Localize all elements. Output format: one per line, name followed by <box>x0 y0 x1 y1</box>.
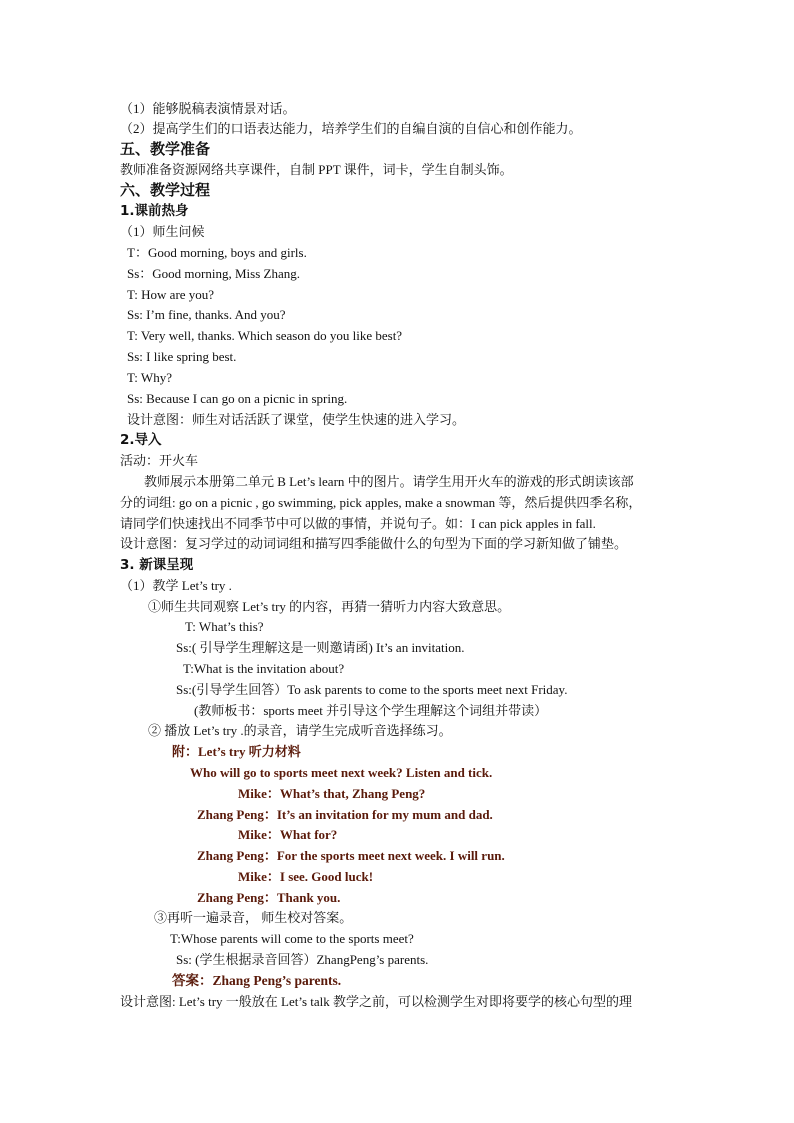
dialogue-line: Ss: I’m fine, thanks. And you? <box>127 307 286 322</box>
warmup-heading: 1.课前热身 <box>120 203 189 219</box>
lead-in-heading: 2.导入 <box>120 432 162 448</box>
dialogue-line: Ss: Because I can go on a picnic in spring. <box>127 391 348 406</box>
step-2: ② 播放 Let’s try .的录音，请学生完成听音选择练习。 <box>148 723 452 738</box>
dialogue-line: T: How are you? <box>127 287 215 302</box>
dialogue-line: T：Good morning, boys and girls. <box>127 245 307 260</box>
lead-in-intent: 设计意图：复习学过的动词词组和描写四季能做什么的句型为下面的学习新知做了铺垫。 <box>120 536 628 551</box>
answer-3: Ss: (学生根据录音回答）ZhangPeng’s parents. <box>176 952 429 967</box>
warmup-intent: 设计意图：师生对话活跃了课堂，使学生快速的进入学习。 <box>127 412 466 427</box>
question-1: T: What’s this? <box>185 619 264 634</box>
goal-item-2: （2）提高学生们的口语表达能力，培养学生们的自编自演的自信心和创作能力。 <box>120 121 582 136</box>
listening-line: Mike：What’s that, Zhang Peng? <box>238 786 426 801</box>
board-note: (教师板书：sports meet 并引导这个学生理解这个词组并带读） <box>194 703 548 718</box>
listening-line: Zhang Peng：Thank you. <box>197 890 341 905</box>
section5-body: 教师准备资源网络共享课件，自制 PPT 课件，词卡，学生自制头饰。 <box>120 162 513 177</box>
listening-line: Zhang Peng：It’s an invitation for my mum and dad. <box>197 807 493 822</box>
answer-2: Ss:(引导学生回答）To ask parents to come to the sports meet next Friday. <box>176 682 568 697</box>
warmup-sub: （1）师生问候 <box>120 224 205 239</box>
dialogue-line: Ss：Good morning, Miss Zhang. <box>127 266 300 281</box>
section6-heading: 六、教学过程 <box>120 181 211 199</box>
new-lesson-intent: 设计意图: Let’s try 一般放在 Let’s talk 教学之前，可以检测学生对即将要学的核心句型的理 <box>120 994 633 1009</box>
new-lesson-heading: 3. 新课呈现 <box>120 557 194 573</box>
answer-1: Ss:( 引导学生理解这是一则邀请函) It’s an invitation. <box>176 640 465 655</box>
section5-heading: 五、教学准备 <box>120 140 211 158</box>
lead-in-para-line: 请同学们快速找出不同季节中可以做的事情，并说句子。如：I can pick apples in fall. <box>120 516 596 531</box>
step-3: ③再听一遍录音， 师生校对答案。 <box>154 910 353 925</box>
question-2: T:What is the invitation about? <box>183 661 345 676</box>
lead-in-activity: 活动：开火车 <box>120 453 199 468</box>
goal-item-1: （1）能够脱稿表演情景对话。 <box>120 101 296 116</box>
lead-in-para-line: 分的词组: go on a picnic , go swimming, pick apples, make a snowman 等，然后提供四季名称， <box>120 495 642 510</box>
listening-material-title: Who will go to sports meet next week? Listen and tick. <box>190 765 493 780</box>
listening-material-heading: 附：Let’s try 听力材料 <box>172 744 301 759</box>
step-1: ①师生共同观察 Let’s try 的内容，再猜一猜听力内容大致意思。 <box>148 599 511 614</box>
new-lesson-sub: （1）教学 Let’s try . <box>120 578 232 593</box>
listening-line: Zhang Peng：For the sports meet next week. I will run. <box>197 848 505 863</box>
question-3: T:Whose parents will come to the sports meet? <box>170 931 414 946</box>
listening-line: Mike：I see. Good luck! <box>238 869 374 884</box>
lead-in-para-line: 教师展示本册第二单元 B Let’s learn 中的图片。请学生用开火车的游戏的形式朗读该部 <box>144 474 634 489</box>
dialogue-line: Ss: I like spring best. <box>127 349 237 364</box>
dialogue-line: T: Very well, thanks. Which season do you like best? <box>127 328 403 343</box>
dialogue-line: T: Why? <box>127 370 172 385</box>
answer-key: 答案：Zhang Peng’s parents. <box>172 973 342 988</box>
listening-line: Mike：What for? <box>238 827 338 842</box>
